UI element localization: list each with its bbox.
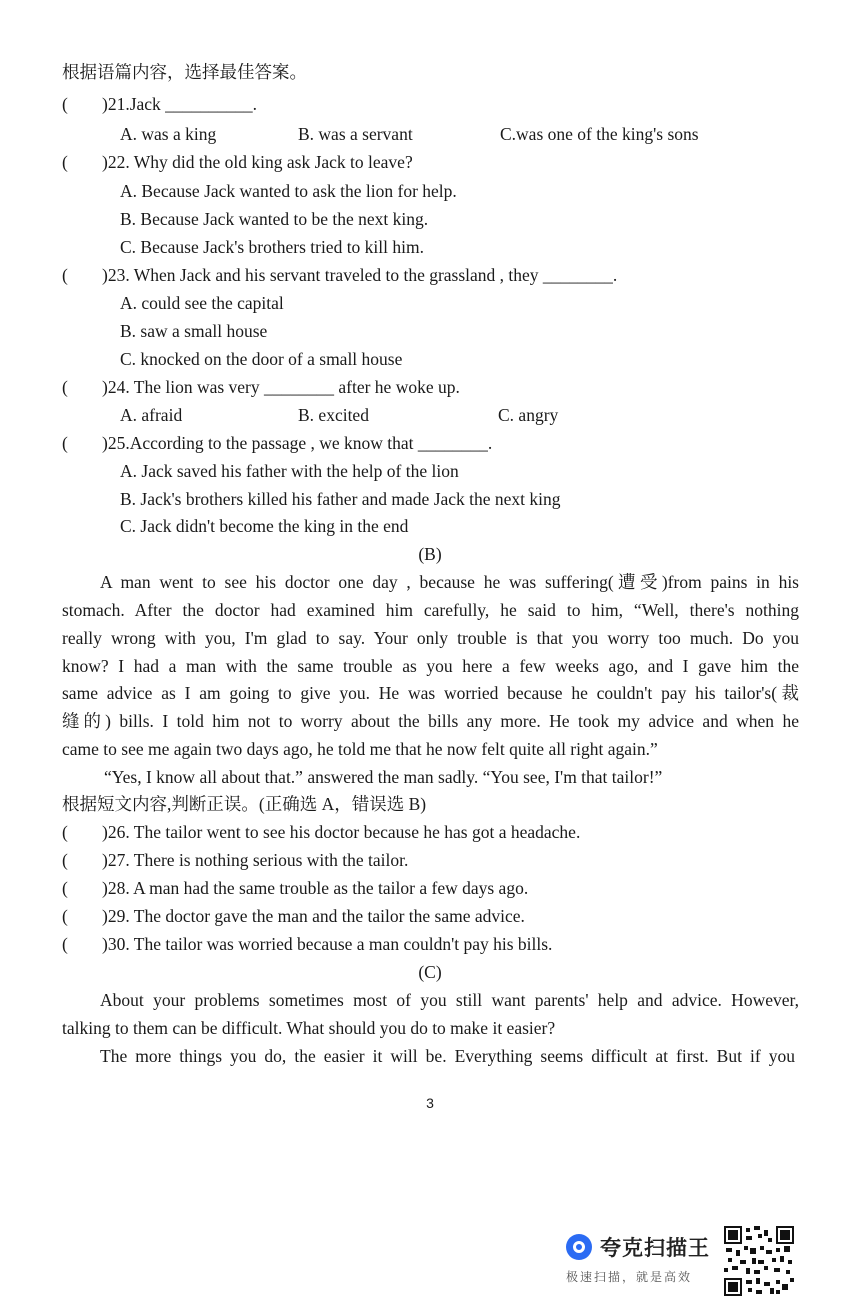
paragraph-line: A man went to see his doctor one day , because he was suffering(遭受)from pains in his bbox=[100, 572, 799, 592]
question-25 bbox=[62, 435, 492, 453]
option-c: C. angry bbox=[498, 405, 559, 425]
question-text: )23. When Jack and his servant traveled to the grassland , they ________. bbox=[102, 265, 618, 285]
question-28 bbox=[62, 880, 528, 898]
option-c: C.was one of the king's sons bbox=[500, 124, 699, 144]
answer-paren[interactable]: ( bbox=[62, 152, 68, 172]
section-b-instruction: 根据短文内容,判断正误。(正确选 A，错误选 B) bbox=[62, 794, 427, 814]
answer-paren[interactable]: ( bbox=[62, 906, 68, 926]
paragraph-line: really wrong with you, I'm glad to say. Your only trouble is that you worry too much. Do you bbox=[62, 628, 799, 648]
question-23 bbox=[62, 267, 617, 285]
question-text: )27. There is nothing serious with the tailor. bbox=[102, 850, 409, 870]
dialogue-line: “Yes, I know all about that.” answered the man sadly. “You see, I'm that tailor!” bbox=[104, 767, 663, 787]
paragraph-line: talking to them can be difficult. What should you do to make it easier? bbox=[62, 1018, 556, 1038]
question-24 bbox=[62, 379, 460, 397]
paragraph-line: About your problems sometimes most of you still want parents' help and advice. However, bbox=[100, 990, 799, 1010]
paragraph-line: came to see me again two days ago, he told me that he now felt quite all right again.” bbox=[62, 739, 658, 759]
option-b: B. Jack's brothers killed his father and made Jack the next king bbox=[120, 489, 561, 509]
answer-paren[interactable]: ( bbox=[62, 878, 68, 898]
section-b-heading: (B) bbox=[418, 544, 442, 564]
answer-paren[interactable]: ( bbox=[62, 94, 68, 114]
qr-code-icon bbox=[724, 1226, 794, 1296]
answer-paren[interactable]: ( bbox=[62, 377, 68, 397]
option-a: A. could see the capital bbox=[120, 293, 284, 313]
paragraph-line: stomach. After the doctor had examined him carefully, he said to him, “Well, there's nothing bbox=[62, 600, 799, 620]
paragraph-line: same advice as I am going to give you. He was worried because he couldn't pay his tailor's(裁 bbox=[62, 683, 799, 703]
options-24 bbox=[0, 407, 860, 427]
paragraph-line: know? I had a man with the same trouble as you here a few weeks ago, and I gave him the bbox=[62, 656, 799, 676]
question-text: )25.According to the passage , we know that ________. bbox=[102, 433, 493, 453]
scanner-watermark bbox=[566, 1232, 710, 1285]
paragraph-line: 缝的) bills. I told him not to worry about the bills any more. He took my advice and when he bbox=[62, 711, 799, 731]
option-a: A. Jack saved his father with the help of the lion bbox=[120, 461, 459, 481]
section-a-instruction: 根据语篇内容，选择最佳答案。 bbox=[62, 62, 307, 82]
question-26 bbox=[62, 824, 580, 842]
option-b: B. Because Jack wanted to be the next king. bbox=[120, 209, 429, 229]
option-c: C. Because Jack's brothers tried to kill him. bbox=[120, 237, 424, 257]
question-29 bbox=[62, 908, 525, 926]
option-c: C. Jack didn't become the king in the end bbox=[120, 516, 409, 536]
brand-slogan: 极速扫描，就是高效 bbox=[566, 1270, 693, 1284]
answer-paren[interactable]: ( bbox=[62, 265, 68, 285]
option-b: B. excited bbox=[298, 405, 369, 425]
option-b: B. was a servant bbox=[298, 124, 413, 144]
question-text: )26. The tailor went to see his doctor because he has got a headache. bbox=[102, 822, 581, 842]
question-text: )30. The tailor was worried because a man couldn't pay his bills. bbox=[102, 934, 553, 954]
question-text: )22. Why did the old king ask Jack to leave? bbox=[102, 152, 413, 172]
answer-paren[interactable]: ( bbox=[62, 433, 68, 453]
quark-logo-icon bbox=[566, 1234, 592, 1260]
paragraph-line: The more things you do, the easier it will be. Everything seems difficult at first. But if you bbox=[100, 1046, 795, 1066]
question-text: )24. The lion was very ________ after he woke up. bbox=[102, 377, 460, 397]
question-27 bbox=[62, 852, 408, 870]
option-a: A. was a king bbox=[120, 124, 217, 144]
answer-paren[interactable]: ( bbox=[62, 850, 68, 870]
options-21 bbox=[0, 126, 860, 146]
question-text: )21.Jack __________. bbox=[102, 94, 258, 114]
question-30 bbox=[62, 936, 552, 954]
question-22 bbox=[62, 154, 413, 172]
brand-name: 夸克扫描王 bbox=[600, 1236, 710, 1260]
answer-paren[interactable]: ( bbox=[62, 934, 68, 954]
option-a: A. afraid bbox=[120, 405, 183, 425]
answer-paren[interactable]: ( bbox=[62, 822, 68, 842]
question-text: )29. The doctor gave the man and the tailor the same advice. bbox=[102, 906, 525, 926]
question-21 bbox=[62, 96, 257, 114]
option-c: C. knocked on the door of a small house bbox=[120, 349, 403, 369]
page-number: 3 bbox=[426, 1095, 434, 1111]
question-text: )28. A man had the same trouble as the tailor a few days ago. bbox=[102, 878, 529, 898]
section-c-heading: (C) bbox=[418, 962, 442, 982]
option-a: A. Because Jack wanted to ask the lion for help. bbox=[120, 181, 457, 201]
option-b: B. saw a small house bbox=[120, 321, 268, 341]
